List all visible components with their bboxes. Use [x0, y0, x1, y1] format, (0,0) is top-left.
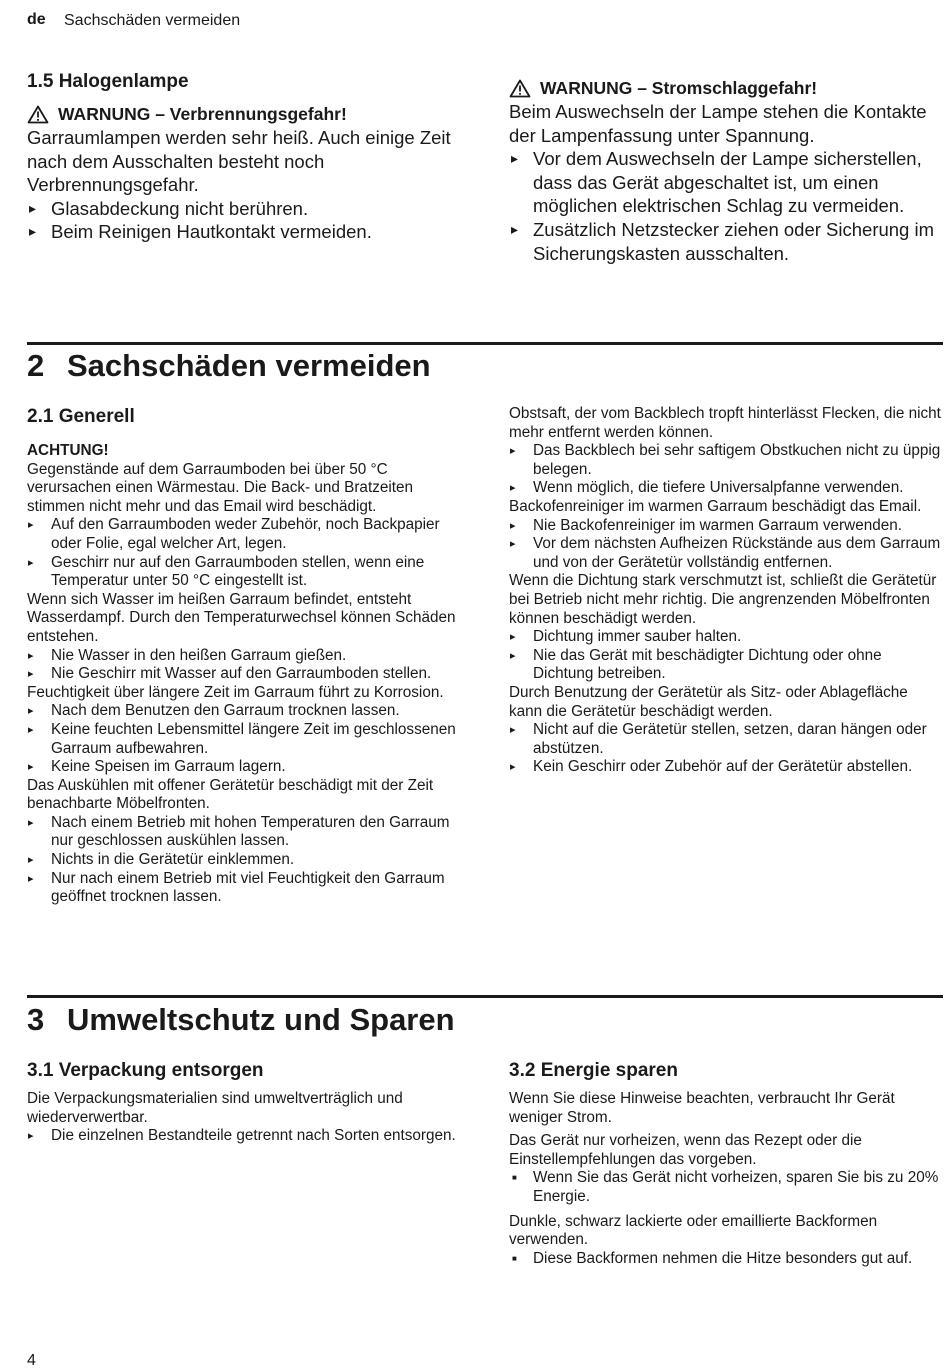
section-divider — [27, 342, 943, 345]
paragraph: Gegenstände auf dem Garraumboden bei über 50 °C verursachen einen Wärmestau. Die Back- und Bratzeiten stimmen nicht mehr und das Email wird beschädigt. — [27, 460, 414, 515]
paragraph: Obstsaft, der vom Backblech tropft hinterlässt Flecken, die nicht mehr entfernt werden können. — [509, 405, 941, 441]
section-divider — [27, 995, 943, 998]
list-item: ▸ Vor dem Auswechseln der Lampe sicherstellen, dass das Gerät abgeschaltet ist, um einen möglichen elektrischen Schlag zu vermeiden. — [509, 147, 945, 218]
paragraph: Das Auskühlen mit offener Gerätetür beschädigt mit der Zeit benachbarte Möbelfronten. — [27, 776, 434, 813]
bullet-list — [509, 517, 945, 573]
list-item: ▸ Das Backblech bei sehr saftigem Obstkuchen nicht zu üppig belegen. — [509, 442, 945, 479]
list-item: ■ Diese Backformen nehmen die Hitze besonders gut auf. — [509, 1250, 945, 1269]
list-item: ▸ Nie das Gerät mit beschädigter Dichtung oder ohne Dichtung betreiben. — [509, 647, 945, 684]
paragraph: Feuchtigkeit über längere Zeit im Garraum führt zu Korrosion. — [27, 683, 444, 701]
square-list — [509, 1250, 945, 1269]
list-item: ▸ Nach einem Betrieb mit hohen Temperaturen den Garraum nur geschlossen auskühlen lassen. — [27, 814, 467, 851]
list-item: ■ Wenn Sie das Gerät nicht vorheizen, sparen Sie bis zu 20% Energie. — [509, 1169, 945, 1206]
list-item: ▸ Keine Speisen im Garraum lagern. — [27, 758, 467, 777]
warning-triangle-icon — [27, 105, 49, 124]
section-title: Sachschäden vermeiden — [67, 348, 431, 383]
warning-shock-title: WARNUNG – Stromschlaggefahr! — [540, 78, 818, 98]
section-2-heading — [27, 347, 431, 385]
section-3-heading — [27, 1001, 455, 1039]
list-item: ▸ Nie Backofenreiniger im warmen Garraum verwenden. — [509, 517, 945, 536]
list-item: ▸ Auf den Garraumboden weder Zubehör, noch Backpapier oder Folie, egal welcher Art, legen. — [27, 516, 467, 553]
warning-burn-title: WARNUNG – Verbrennungsgefahr! — [58, 104, 347, 124]
paragraph: Wenn Sie diese Hinweise beachten, verbraucht Ihr Gerät weniger Strom. — [509, 1090, 895, 1126]
list-item: ▸ Nach dem Benutzen den Garraum trocknen lassen. — [27, 702, 467, 721]
warning-burn — [27, 102, 467, 126]
list-item: ▸ Zusätzlich Netzstecker ziehen oder Sicherung im Sicherungskasten ausschalten. — [509, 218, 945, 265]
list-item: ▸ Nie Geschirr mit Wasser auf den Garraumboden stellen. — [27, 665, 467, 684]
warning-shock-text: Beim Auswechseln der Lampe stehen die Kontakte der Lampenfassung unter Spannung. — [509, 101, 927, 146]
paragraph: Wenn sich Wasser im heißen Garraum befindet, entsteht Wasserdampf. Durch den Temperaturwechsel können Schäden entstehen. — [27, 590, 456, 645]
list-item: ▸ Nicht auf die Gerätetür stellen, setzen, daran hängen oder abstützen. — [509, 721, 945, 758]
list-item: ▸ Geschirr nur auf den Garraumboden stellen, wenn eine Temperatur unter 50 °C eingestellt ist. — [27, 554, 467, 591]
bullet-list — [509, 442, 945, 498]
header-title: Sachschäden vermeiden — [64, 12, 241, 29]
paragraph: Das Gerät nur vorheizen, wenn das Rezept oder die Einstellempfehlungen das vorgeben. — [509, 1132, 862, 1168]
list-item: ▸ Die einzelnen Bestandteile getrennt nach Sorten entsorgen. — [27, 1127, 467, 1146]
page-number: 4 — [27, 1352, 36, 1369]
header-language: de — [27, 11, 46, 28]
paragraph: Wenn die Dichtung stark verschmutzt ist, schließt die Gerätetür bei Betrieb nicht mehr richtig. Die angrenzenden Möbelfronten können beschädigt werden. — [509, 572, 937, 627]
warning-triangle-icon — [509, 79, 531, 98]
paragraph: Dunkle, schwarz lackierte oder emaillierte Backformen verwenden. — [509, 1212, 878, 1249]
heading-1-5: 1.5 Halogenlampe — [27, 71, 189, 92]
section-3-1 — [27, 1059, 467, 1146]
notice-label: ACHTUNG! — [27, 442, 109, 459]
section-number: 2 — [27, 348, 45, 383]
heading-3-2: 3.2 Energie sparen — [509, 1060, 678, 1081]
warning-burn-text: Garraumlampen werden sehr heiß. Auch einige Zeit nach dem Ausschalten besteht noch Verbrennungsgefahr. — [27, 127, 451, 196]
section-title: Umweltschutz und Sparen — [67, 1002, 455, 1037]
section-2-right — [509, 405, 945, 777]
section-2-left — [27, 405, 467, 907]
bullet-list — [27, 1127, 467, 1146]
heading-3-1: 3.1 Verpackung entsorgen — [27, 1060, 264, 1081]
bullet-list — [27, 516, 467, 590]
warning-burn-list — [27, 197, 467, 244]
list-item: ▸ Nur nach einem Betrieb mit viel Feuchtigkeit den Garraum geöffnet trocknen lassen. — [27, 870, 467, 907]
section-1-5-left — [27, 70, 467, 244]
list-item: ▸ Vor dem nächsten Aufheizen Rückstände aus dem Garraum und von der Gerätetür vollständig entfernen. — [509, 535, 945, 572]
warning-shock-list — [509, 147, 945, 265]
bullet-list — [509, 628, 945, 684]
list-item: ▸ Keine feuchten Lebensmittel längere Zeit im geschlossenen Garraum aufbewahren. — [27, 721, 467, 758]
warning-shock — [509, 76, 945, 100]
paragraph: Die Verpackungsmaterialien sind umweltverträglich und wiederverwertbar. — [27, 1090, 403, 1126]
heading-2-1: 2.1 Generell — [27, 406, 135, 427]
paragraph: Backofenreiniger im warmen Garraum beschädigt das Email. — [509, 497, 922, 515]
bullet-list — [27, 814, 467, 907]
list-item: ▸ Kein Geschirr oder Zubehör auf der Gerätetür abstellen. — [509, 758, 945, 777]
section-number: 3 — [27, 1002, 45, 1037]
bullet-list — [509, 721, 945, 777]
bullet-list — [27, 647, 467, 684]
section-3-2 — [509, 1059, 945, 1268]
bullet-list — [27, 702, 467, 776]
list-item: ▸ Beim Reinigen Hautkontakt vermeiden. — [27, 220, 467, 244]
list-item: ▸ Nichts in die Gerätetür einklemmen. — [27, 851, 467, 870]
list-item: ▸ Glasabdeckung nicht berühren. — [27, 197, 467, 221]
section-1-5-right — [509, 76, 945, 265]
paragraph: Durch Benutzung der Gerätetür als Sitz- oder Ablagefläche kann die Gerätetür beschädigt werden. — [509, 683, 908, 720]
square-list — [509, 1169, 945, 1206]
list-item: ▸ Wenn möglich, die tiefere Universalpfanne verwenden. — [509, 479, 945, 498]
list-item: ▸ Nie Wasser in den heißen Garraum gießen. — [27, 647, 467, 666]
list-item: ▸ Dichtung immer sauber halten. — [509, 628, 945, 647]
